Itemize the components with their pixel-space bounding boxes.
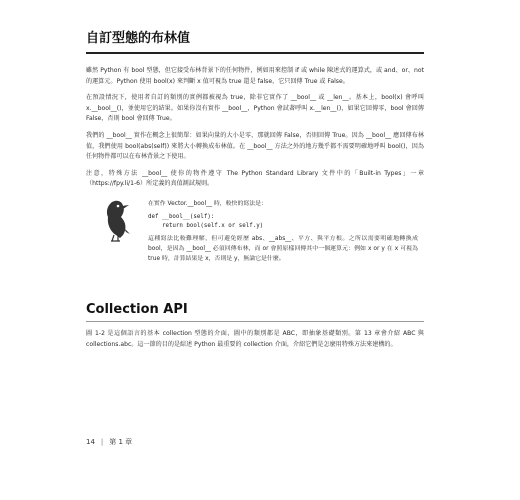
tip-intro: 在實作 Vector.__bool__ 時，較快的寫法是： xyxy=(148,200,267,207)
paragraph-collection-api: 圖 1-2 是這個語言的基本 collection 型態的介面，圖中的類別都是 ABC，即抽象基礎類別。第 13 章會介紹 ABC 與 collections.abc。這一節的目的是綜述 Python 最重要的 collection 介面，介紹它們是怎麼用特殊方法來建構的。 xyxy=(86,329,424,348)
page-number: 14 xyxy=(86,438,95,446)
paragraph-default-truthiness: 在預設情況下，使用者自訂的類別的實例都被視為 true，除非它實作了 __bool__ 或 __len__。基本上，bool(x) 會呼叫 x.__bool__()，並使用它的結果。如果你沒有實作 __bool__，Python 會試著呼叫 x.__len__()，如果它回傳零，bool 會回傳 False，否則 bool 會回傳 True。 xyxy=(86,94,424,123)
chapter-label: 第 1 章 xyxy=(109,438,133,446)
paragraph-bool-intro: 雖然 Python 有 bool 型態，但它接受布林背景下的任何物件，例如用來控制 if 或 while 陳述式的運算式，或 and、or、not 的運算元。Python 使用 bool(x) 來判斷 x 值可視為 true 還是 false，它只回傳 True 或 False。 xyxy=(86,67,424,85)
footer-separator: | xyxy=(100,438,104,446)
tip-explanation: 這種寫法比較難理解，但可避免經歷 abs、__abs__、平方、與平方根。之所以需要明確地轉換成 bool，是因為 __bool__ 必須回傳布林，而 or 會照原樣回傳其中一個運算元：例如 x or y 在 x 可視為 true 時，計算結果是 x，否則是 y，無論它是什麼。 xyxy=(148,235,418,262)
code-block: def __bool__(self): return bool(self.x or self.y) xyxy=(148,213,264,229)
paragraph-bool-implementation: 我們的 __bool__ 實作在概念上很簡單：如果向量的大小是零，那就回傳 False，否則回傳 True。因為 __bool__ 應回傳布林值，我們使用 bool(abs(self)) 來將大小轉換成布林值。在 __bool__ 方法之外的地方幾乎都不需要明確地呼叫 bool()，因為任何物件都可以在布林背景之下使用。 xyxy=(86,131,424,161)
section-title: 自訂型態的布林值 xyxy=(86,30,424,54)
collection-api-heading: Collection API xyxy=(86,302,424,322)
bird-tip-icon xyxy=(96,198,134,242)
page-footer xyxy=(86,437,132,447)
tip-body xyxy=(148,200,418,265)
paragraph-truth-testing-rules: 注意，特殊方法 __bool__ 使你的物件遵守 The Python Standard Library 文件中的「Built-in Types」一章（https://fpy.li/1-6）所定義的真值測試規則。 xyxy=(86,169,424,188)
tip-box xyxy=(86,198,424,294)
page-content xyxy=(86,30,424,350)
